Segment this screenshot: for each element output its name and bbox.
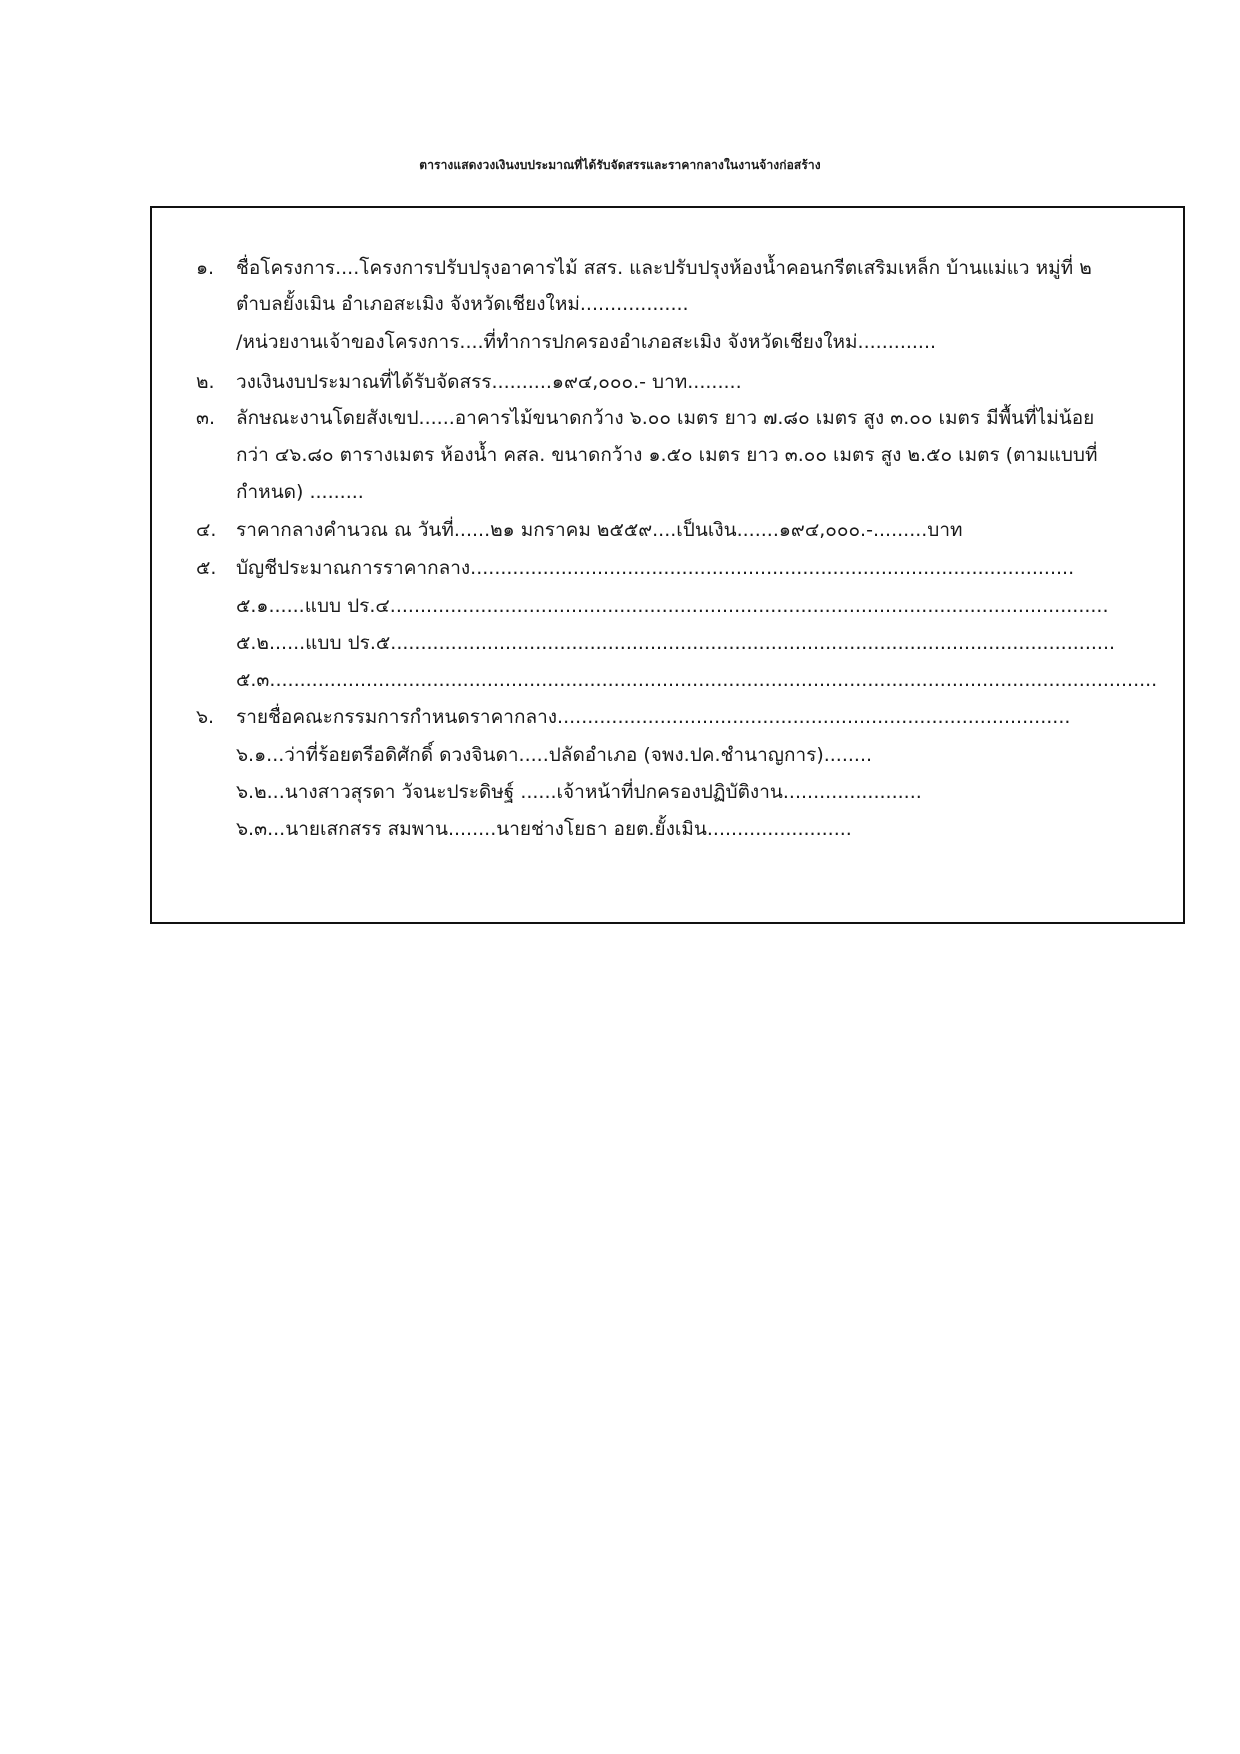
item-3-line-3: กำหนด) ......... — [236, 481, 364, 503]
item-1-number: ๑. — [196, 257, 215, 279]
item-2-line-1 — [196, 370, 742, 394]
item-1-line-2: ตำบลยั้งเมิน อำเภอสะเมิง จังหวัดเชียงใหม่.................. — [236, 293, 689, 315]
item-3-line-1 — [196, 406, 1094, 430]
item-2-text: วงเงินงบประมาณที่ได้รับจัดสรร..........๑๙๔,๐๐๐.- บาท......... — [236, 371, 742, 393]
item-3-text: ลักษณะงานโดยสังเขป......อาคารไม้ขนาดกว้าง ๖.๐๐ เมตร ยาว ๗.๘๐ เมตร สูง ๓.๐๐ เมตร มีพื้นที่ไม่น้อย — [236, 407, 1095, 429]
item-6-sub-1: ๖.๑...ว่าที่ร้อยตรีอดิศักดิ์ ดวงจินดา.....ปลัดอำเภอ (จพง.ปค.ชำนาญการ)........ — [236, 744, 873, 766]
item-5-number: ๕. — [196, 557, 217, 579]
item-4-line-1 — [196, 518, 963, 542]
item-2-number: ๒. — [196, 371, 215, 393]
item-1-text: ชื่อโครงการ....โครงการปรับปรุงอาคารไม้ สสร. และปรับปรุงห้องน้ำคอนกรีตเสริมเหล็ก บ้านแม่แว หมู่ที่ ๒ — [236, 257, 1092, 279]
item-5-text: บัญชีประมาณการราคากลาง.................................................................................................... — [236, 557, 1075, 579]
item-6-sub-2: ๖.๒...นางสาวสุรดา วัจนะประดิษฐ์ ......เจ้าหน้าที่ปกครองปฏิบัติงาน....................... — [236, 781, 922, 803]
item-5-sub-2: ๕.๒......แบบ ปร.๕........................................................................................................................ — [236, 632, 1116, 654]
item-4-text: ราคากลางคำนวณ ณ วันที่......๒๑ มกราคม ๒๕๕๙....เป็นเงิน.......๑๙๔,๐๐๐.-.........บาท — [236, 519, 963, 541]
item-5-sub-3: ๕.๓................................................................................................................................................... — [236, 669, 1158, 691]
item-1-line-1 — [196, 256, 1092, 280]
item-3-number: ๓. — [196, 407, 216, 429]
item-6-line-1 — [196, 705, 1070, 729]
item-3-line-2: กว่า ๔๖.๘๐ ตารางเมตร ห้องน้ำ คสล. ขนาดกว้าง ๑.๕๐ เมตร ยาว ๓.๐๐ เมตร สูง ๒.๕๐ เมตร (ตามแบบที่ — [236, 444, 1098, 466]
item-1-line-3: /หน่วยงานเจ้าของโครงการ....ที่ทำการปกครองอำเภอสะเมิง จังหวัดเชียงใหม่............. — [236, 331, 937, 353]
item-5-sub-1: ๕.๑......แบบ ปร.๔....................................................................................................................... — [236, 595, 1109, 617]
item-6-sub-3: ๖.๓...นายเสกสรร สมพาน........นายช่างโยธา อยต.ยั้งเมิน........................ — [236, 818, 852, 840]
item-6-number: ๖. — [196, 706, 215, 728]
item-6-text: รายชื่อคณะกรรมการกำหนดราคากลาง..................................................................................... — [236, 706, 1071, 728]
item-5-line-1 — [196, 556, 1074, 580]
item-4-number: ๔. — [196, 519, 217, 541]
document-title: ตารางแสดงวงเงินงบประมาณที่ได้รับจัดสรรและราคากลางในงานจ้างก่อสร้าง — [419, 158, 821, 172]
